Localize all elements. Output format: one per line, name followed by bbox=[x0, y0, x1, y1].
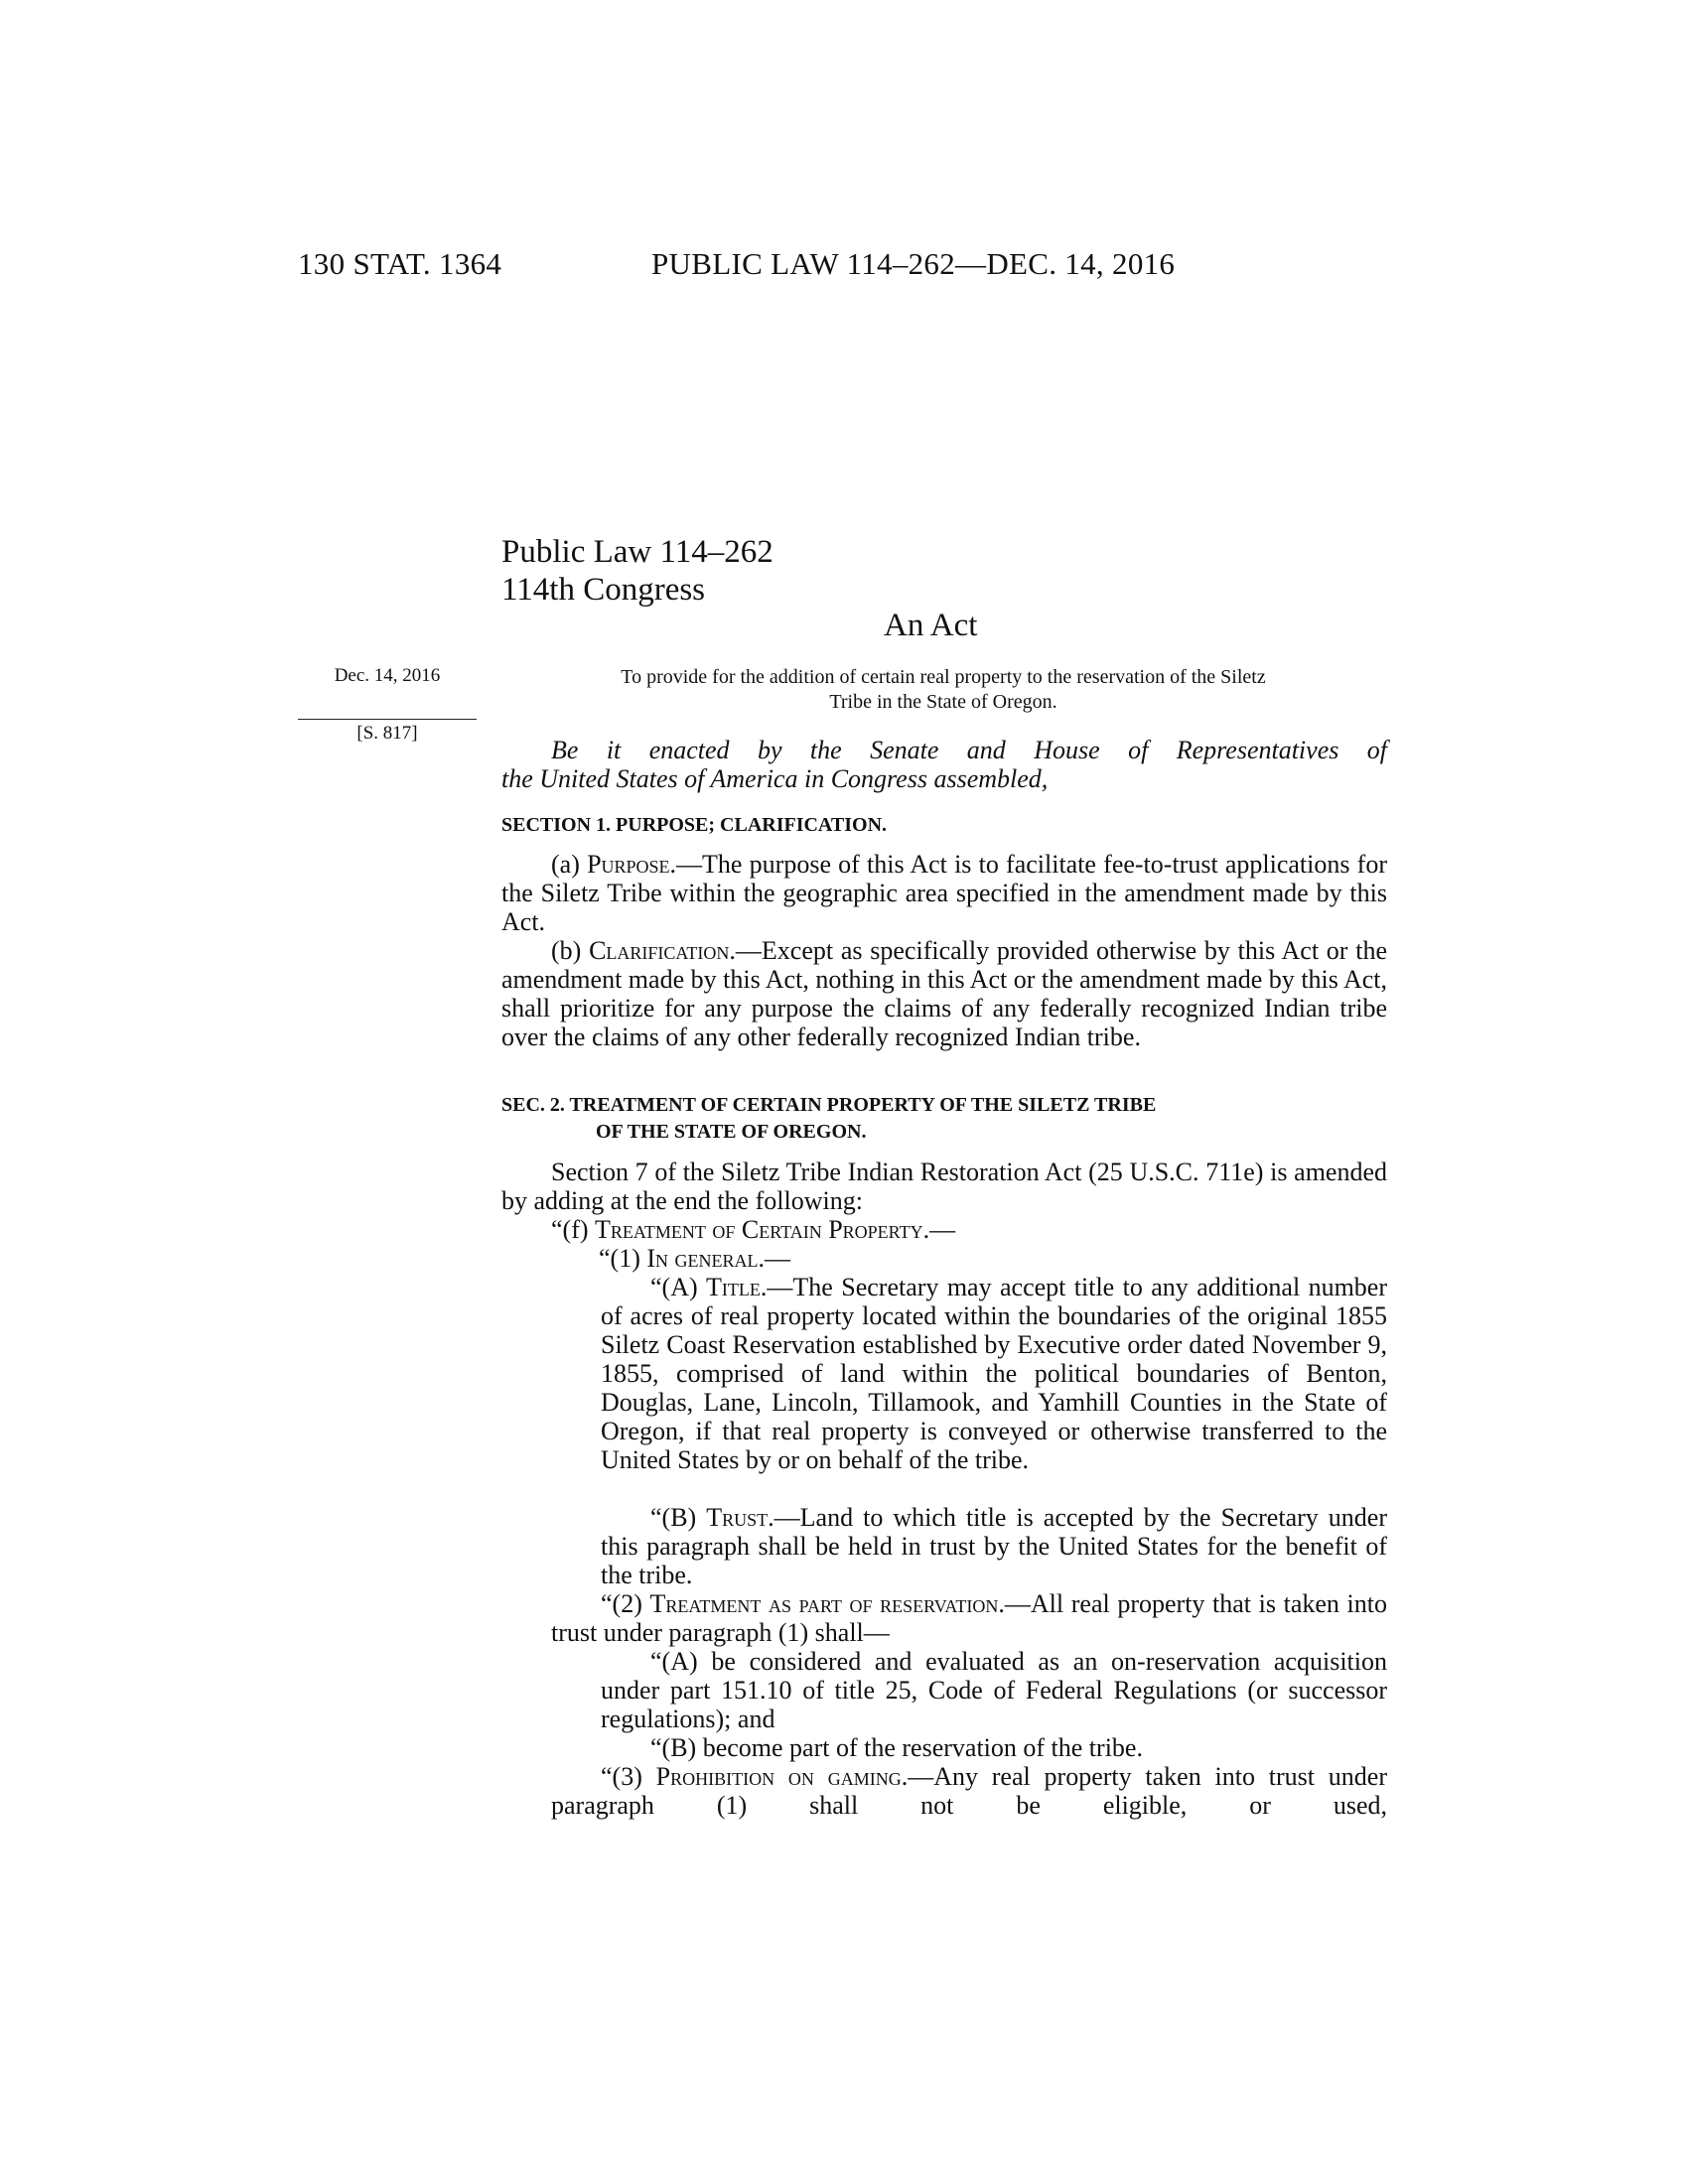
section-2-heading-line-1: SEC. 2. TREATMENT OF CERTAIN PROPERTY OF THE SILETZ TRIBE bbox=[501, 1094, 1157, 1116]
section-1-heading: SECTION 1. PURPOSE; CLARIFICATION. bbox=[501, 814, 888, 836]
margin-divider bbox=[298, 719, 477, 720]
running-header: PUBLIC LAW 114–262—DEC. 14, 2016 bbox=[651, 246, 1176, 281]
paragraph-3 bbox=[551, 1762, 1387, 1820]
act-heading: An Act bbox=[884, 608, 978, 643]
paragraph-2-heading: Treatment as part of reservation bbox=[649, 1589, 999, 1618]
subparagraph-2B: “(B) become part of the reservation of the tribe. bbox=[650, 1733, 1143, 1762]
enacting-clause-line-1: Be it enacted by the Senate and House of Representatives of bbox=[551, 736, 1387, 764]
paragraph-1-heading: In general bbox=[646, 1244, 759, 1273]
subsection-a-label: (a) bbox=[551, 850, 588, 879]
subsection-b-label: (b) bbox=[551, 936, 590, 965]
subsection-f-heading: Treatment of Certain Property bbox=[595, 1215, 923, 1244]
margin-date: Dec. 14, 2016 bbox=[334, 665, 441, 686]
paragraph-1-suffix: .— bbox=[758, 1244, 791, 1273]
margin-bill-number: [S. 817] bbox=[356, 723, 418, 744]
subsection-a-text: .—The purpose of this Act is to facilitate fee-to-trust applications for the Siletz Tribe within the geographic area specified in the amendment made by this Act. bbox=[501, 850, 1387, 936]
public-law-title: Public Law 114–262 bbox=[501, 534, 774, 570]
subsection-b-text: .—Except as specifically provided otherwise by this Act or the amendment made by this Act, nothing in this Act or the amendment made by this Act, shall prioritize for any purpose the claims of any federally recognized Indian tribe over the claims of any other federally recognized Indian tribe. bbox=[501, 936, 1387, 1051]
subparagraph-1B-heading: Trust bbox=[706, 1503, 769, 1532]
subparagraph-2A: “(A) be considered and evaluated as an on-reservation acquisition under part 151.10 of title 25, Code of Federal Regulations (or successor regulations); and bbox=[601, 1647, 1387, 1733]
page-stat-number: 130 STAT. 1364 bbox=[298, 246, 502, 281]
paragraph-3-label: “(3) bbox=[601, 1762, 656, 1791]
subsection-f bbox=[551, 1215, 1387, 1244]
paragraph-1-label: “(1) bbox=[599, 1244, 647, 1273]
subparagraph-1A-text: .—The Secretary may accept title to any additional number of acres of real property located within the boundaries of the original 1855 Siletz Coast Reservation established by Executive order dated November 9, 1855, comprised of land within the political boundaries of Benton, Douglas, Lane, Lincoln, Tillamook, and Yamhill Counties in the State of Oregon, if that real property is conveyed or otherwise transferred to the United States by or on behalf of the tribe. bbox=[601, 1273, 1387, 1474]
paragraph-2 bbox=[551, 1589, 1387, 1647]
subsection-b-heading: Clarification bbox=[589, 936, 730, 965]
subparagraph-1B-label: “(B) bbox=[650, 1503, 707, 1532]
section-2-intro: Section 7 of the Siletz Tribe Indian Restoration Act (25 U.S.C. 711e) is amended by adding at the end the following: bbox=[501, 1158, 1387, 1215]
purpose-line-1: To provide for the addition of certain real property to the reservation of the Siletz bbox=[621, 666, 1266, 688]
section-1-subsection-b bbox=[501, 936, 1387, 1051]
purpose-line-2: Tribe in the State of Oregon. bbox=[829, 691, 1057, 713]
subparagraph-1A-heading: Title bbox=[706, 1273, 761, 1301]
subparagraph-1B bbox=[601, 1503, 1387, 1589]
subparagraph-1A bbox=[601, 1273, 1387, 1474]
section-1-subsection-a bbox=[501, 850, 1387, 936]
subsection-f-label: “(f) bbox=[551, 1215, 596, 1244]
subsection-a-heading: Purpose bbox=[587, 850, 670, 879]
paragraph-3-heading: Prohibition on gaming bbox=[655, 1762, 902, 1791]
paragraph-2-text: .—All real property that is taken into trust under paragraph (1) shall— bbox=[551, 1589, 1387, 1647]
subparagraph-1B-text: .—Land to which title is accepted by the Secretary under this paragraph shall be held in trust by the United States for the benefit of the tribe. bbox=[601, 1503, 1388, 1589]
subsection-f-suffix: .— bbox=[922, 1215, 956, 1244]
paragraph-2-label: “(2) bbox=[601, 1589, 650, 1618]
paragraph-3-text: .—Any real property taken into trust under paragraph (1) shall not be eligible, or used, bbox=[551, 1762, 1387, 1820]
congress-title: 114th Congress bbox=[501, 572, 706, 608]
enacting-clause-line-2: the United States of America in Congress assembled, bbox=[501, 764, 1049, 793]
subparagraph-1A-label: “(A) bbox=[650, 1273, 707, 1301]
section-2-heading-line-2: OF THE STATE OF OREGON. bbox=[596, 1121, 867, 1143]
paragraph-1 bbox=[599, 1244, 1387, 1273]
